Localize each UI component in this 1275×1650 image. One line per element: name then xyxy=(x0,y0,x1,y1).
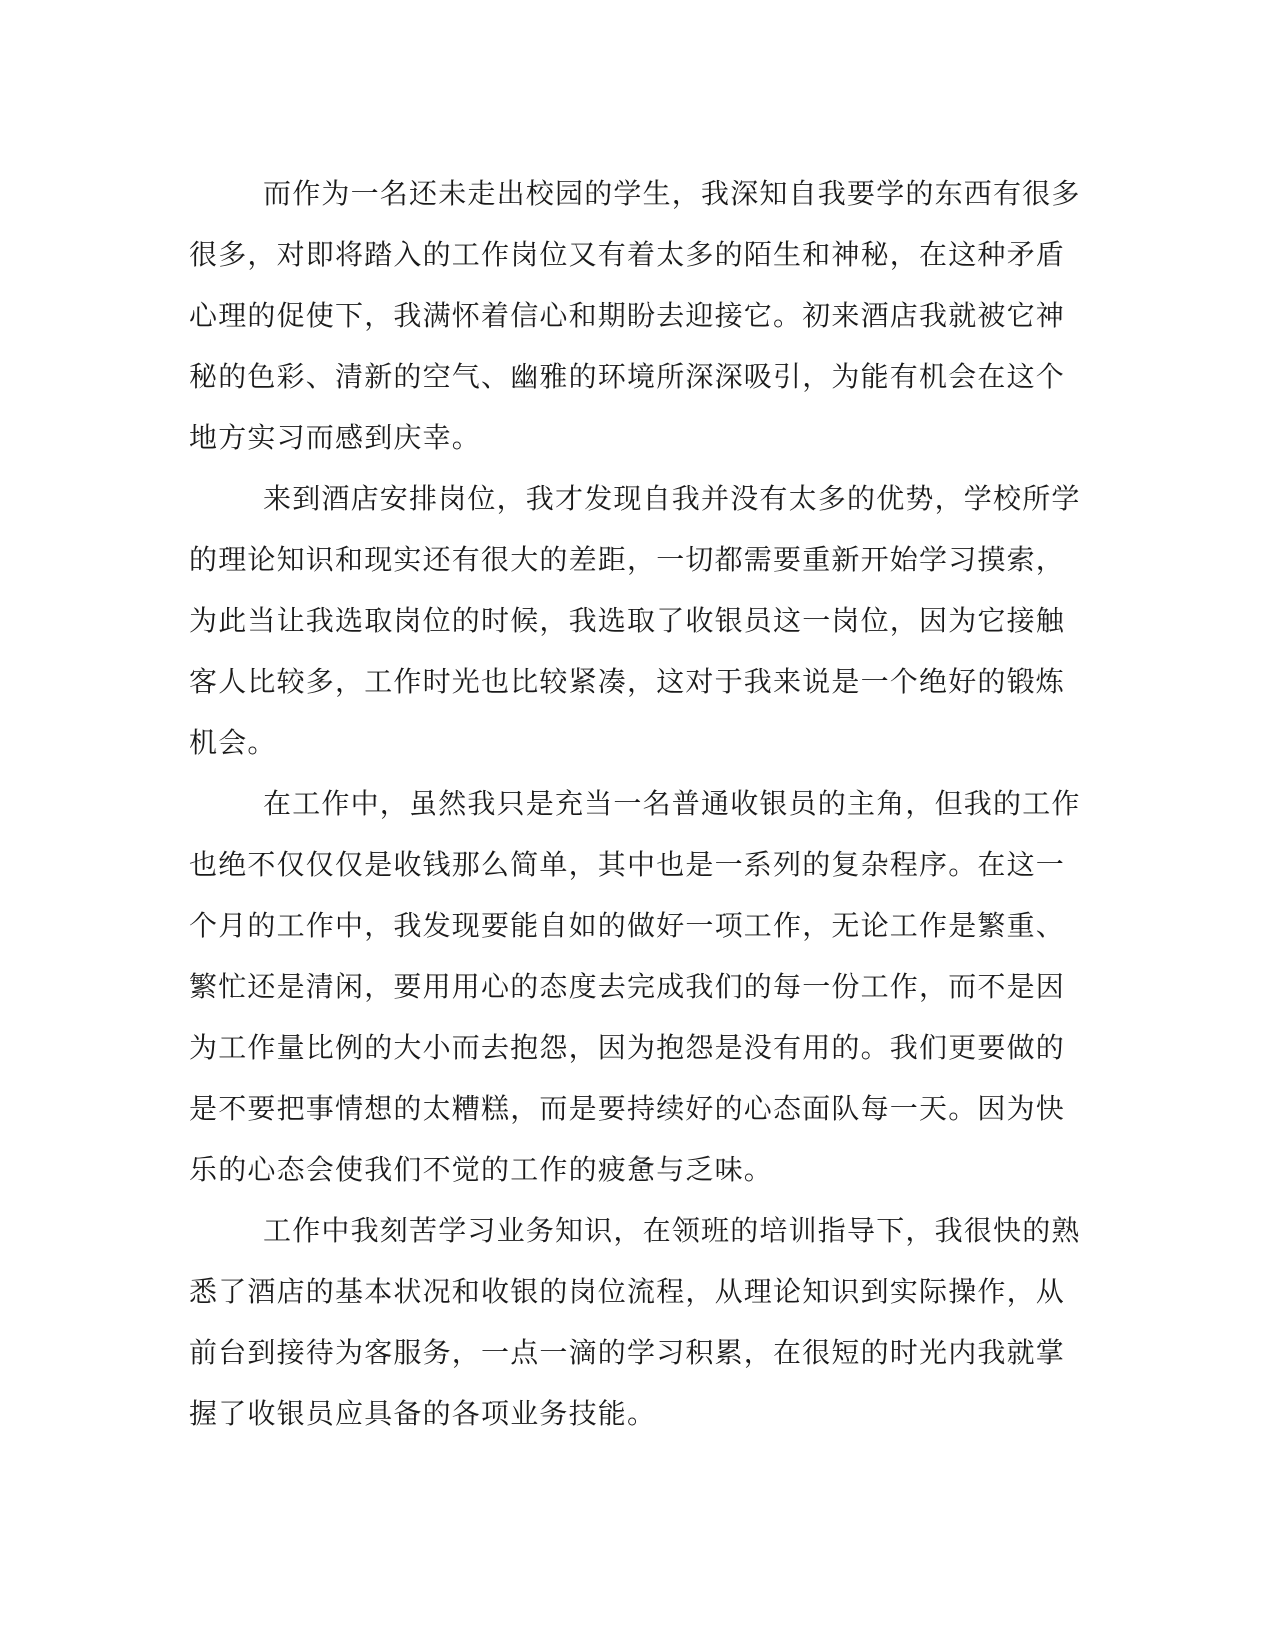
paragraph-3 xyxy=(189,773,1079,1200)
text-line: 的理论知识和现实还有很大的差距，一切都需要重新开始学习摸索， xyxy=(189,543,1066,576)
text-line: 工作中我刻苦学习业务知识，在领班的培训指导下，我很快的熟 xyxy=(263,1214,1081,1247)
paragraph-1 xyxy=(189,163,1079,468)
text-line: 悉了酒店的基本状况和收银的岗位流程，从理论知识到实际操作，从 xyxy=(189,1275,1066,1308)
text-line: 来到酒店安排岗位，我才发现自我并没有太多的优势，学校所学 xyxy=(263,482,1081,515)
text-line: 也绝不仅仅仅是收钱那么简单，其中也是一系列的复杂程序。在这一 xyxy=(189,848,1066,881)
text-line: 而作为一名还未走出校园的学生，我深知自我要学的东西有很多 xyxy=(263,177,1081,210)
text-line: 是不要把事情想的太糟糕，而是要持续好的心态面队每一天。因为快 xyxy=(189,1092,1066,1125)
document-body xyxy=(189,163,1079,1444)
text-line: 个月的工作中，我发现要能自如的做好一项工作，无论工作是繁重、 xyxy=(189,909,1066,942)
text-line: 繁忙还是清闲，要用用心的态度去完成我们的每一份工作，而不是因 xyxy=(189,970,1066,1003)
text-line: 机会。 xyxy=(189,726,277,759)
text-line: 为此当让我选取岗位的时候，我选取了收银员这一岗位，因为它接触 xyxy=(189,604,1066,637)
text-line: 为工作量比例的大小而去抱怨，因为抱怨是没有用的。我们更要做的 xyxy=(189,1031,1066,1064)
text-line: 握了收银员应具备的各项业务技能。 xyxy=(189,1397,657,1430)
text-line: 前台到接待为客服务，一点一滴的学习积累，在很短的时光内我就掌 xyxy=(189,1336,1066,1369)
text-line: 客人比较多，工作时光也比较紧凑，这对于我来说是一个绝好的锻炼 xyxy=(189,665,1066,698)
paragraph-4 xyxy=(189,1200,1079,1444)
text-line: 很多，对即将踏入的工作岗位又有着太多的陌生和神秘，在这种矛盾 xyxy=(189,238,1066,271)
text-line: 乐的心态会使我们不觉的工作的疲惫与乏味。 xyxy=(189,1153,774,1186)
text-line: 在工作中，虽然我只是充当一名普通收银员的主角，但我的工作 xyxy=(263,787,1081,820)
text-line: 秘的色彩、清新的空气、幽雅的环境所深深吸引，为能有机会在这个 xyxy=(189,360,1066,393)
text-line: 心理的促使下，我满怀着信心和期盼去迎接它。初来酒店我就被它神 xyxy=(189,299,1066,332)
paragraph-2 xyxy=(189,468,1079,773)
text-line: 地方实习而感到庆幸。 xyxy=(189,421,482,454)
